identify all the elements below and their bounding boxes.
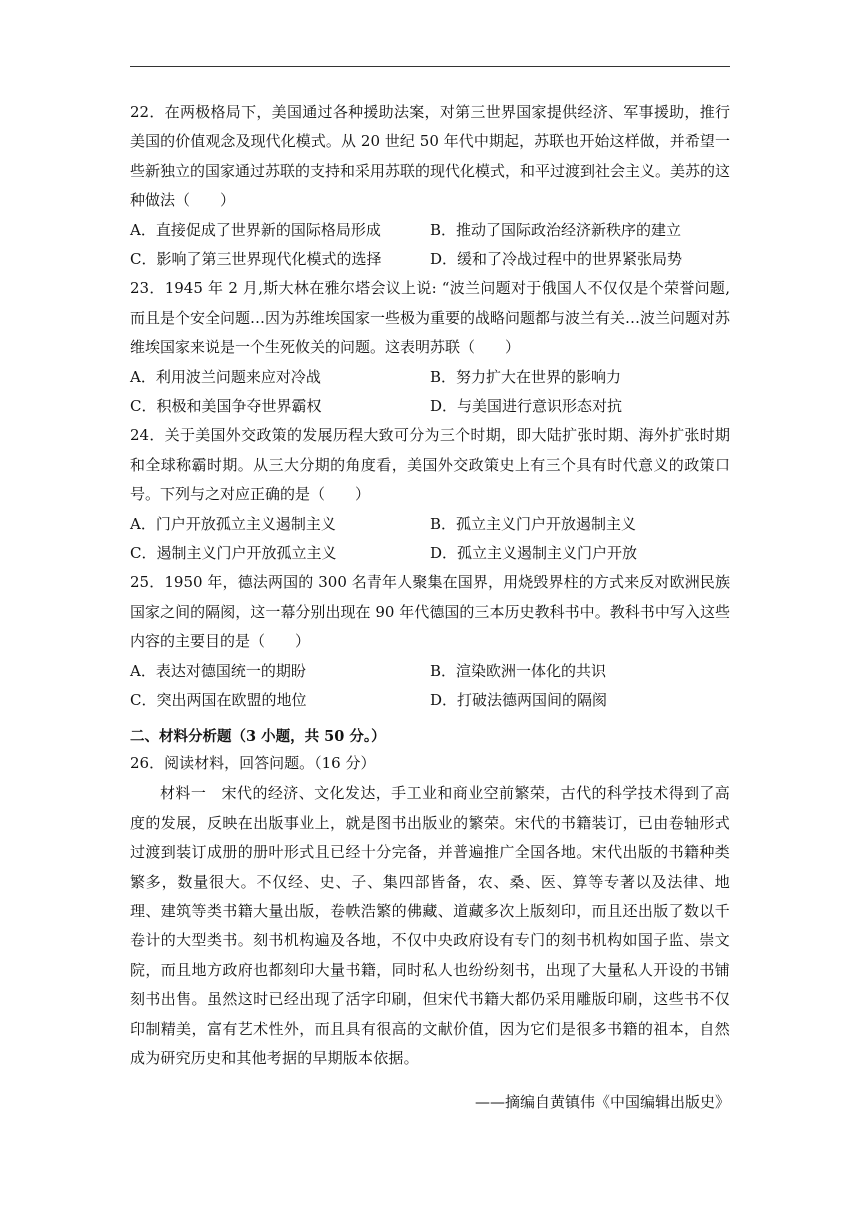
question-25	[130, 568, 730, 715]
option-c: C．遏制主义门户开放孤立主义	[130, 544, 337, 563]
option-d: D．缓和了冷战过程中的世界紧张局势	[430, 250, 683, 269]
question-stem: 23．1945 年 2 月,斯大林在雅尔塔会议上说: “波兰问题对于俄国人不仅仅是个荣誉问题,而且是个安全问题…因为苏维埃国家一些极为重要的战略问题都与波兰有关…波兰问题对苏维埃国家来说是一个生死攸关的问题。这表明苏联（ ）	[130, 279, 731, 357]
options-row	[130, 510, 730, 539]
question-22	[130, 98, 730, 274]
option-a: A．表达对德国统一的期盼	[130, 661, 306, 680]
option-a: A．利用波兰问题来应对冷战	[130, 367, 321, 386]
options-row	[130, 686, 730, 715]
question-stem: 25．1950 年，德法两国的 300 名青年人聚集在国界，用烧毁界柱的方式来反对欧洲民族国家之间的隔阂，这一幕分别出现在 90 年代德国的三本历史教科书中。教科书中写入这些内容的主要目的是（ ）	[130, 573, 730, 651]
question-24	[130, 421, 730, 568]
options-row	[130, 363, 730, 392]
options-row	[130, 392, 730, 421]
exam-content	[130, 98, 730, 1117]
question-26-prompt: 26．阅读材料，回答问题。（16 分）	[130, 754, 376, 773]
option-d: D．孤立主义遏制主义门户开放	[430, 544, 638, 563]
section-heading: 二、材料分析题（3 小题，共 50 分。）	[130, 728, 386, 746]
question-23	[130, 274, 730, 421]
option-b: B．渲染欧洲一体化的共识	[430, 661, 607, 680]
material-source: ——摘编自黄镇伟《中国编辑出版史》	[474, 1093, 730, 1112]
question-stem: 24．关于美国外交政策的发展历程大致可分为三个时期，即大陆扩张时期、海外扩张时期和全球称霸时期。从三大分期的角度看，美国外交政策史上有三个具有时代意义的政策口号。下列与之对应正确的是（ ）	[130, 426, 730, 504]
option-d: D．与美国进行意识形态对抗	[430, 397, 623, 416]
option-c: C．突出两国在欧盟的地位	[130, 691, 307, 710]
option-a: A．门户开放孤立主义遏制主义	[130, 514, 336, 533]
question-stem: 22．在两极格局下，美国通过各种援助法案，对第三世界国家提供经济、军事援助，推行美国的价值观念及现代化模式。从 20 世纪 50 年代中期起，苏联也开始这样做，并希望一些新独立的国家通过苏联的支持和采用苏联的现代化模式，和平过渡到社会主义。美苏的这种做法（ ）	[130, 103, 731, 210]
option-c: C．影响了第三世界现代化模式的选择	[130, 250, 382, 269]
options-row	[130, 216, 730, 245]
option-c: C．积极和美国争夺世界霸权	[130, 397, 322, 416]
option-d: D．打破法德两国间的隔阂	[430, 691, 608, 710]
options-row	[130, 657, 730, 686]
header-rule	[130, 66, 730, 67]
material-one: 材料一 宋代的经济、文化发达，手工业和商业空前繁荣，古代的科学技术得到了高度的发展，反映在出版事业上，就是图书出版业的繁荣。宋代的书籍装订，已由卷轴形式过渡到装订成册的册叶形式且已经十分完备，并普遍推广全国各地。宋代出版的书籍种类繁多，数量很大。不仅经、史、子、集四部皆备，农、桑、医、算等专著以及法律、地理、建筑等类书籍大量出版，卷帙浩繁的佛藏、道藏多次上版刻印，而且还出版了数以千卷计的大型类书。刻书机构遍及各地，不仅中央政府设有专门的刻书机构如国子监、崇文院，而且地方政府也都刻印大量书籍，同时私人也纷纷刻书，出现了大量私人开设的书铺刻书出售。虽然这时已经出现了活字印刷，但宋代书籍大都仍采用雕版印刷，这些书不仅印制精美，富有艺术性外，而且具有很高的文献价值，因为它们是很多书籍的祖本，自然成为研究历史和其他考据的早期版本依据。	[130, 784, 730, 1068]
option-b: B．推动了国际政治经济新秩序的建立	[430, 220, 682, 239]
option-a: A．直接促成了世界新的国际格局形成	[130, 220, 381, 239]
option-b: B．孤立主义门户开放遏制主义	[430, 514, 637, 533]
options-row	[130, 245, 730, 274]
options-row	[130, 539, 730, 568]
option-b: B．努力扩大在世界的影响力	[430, 367, 622, 386]
